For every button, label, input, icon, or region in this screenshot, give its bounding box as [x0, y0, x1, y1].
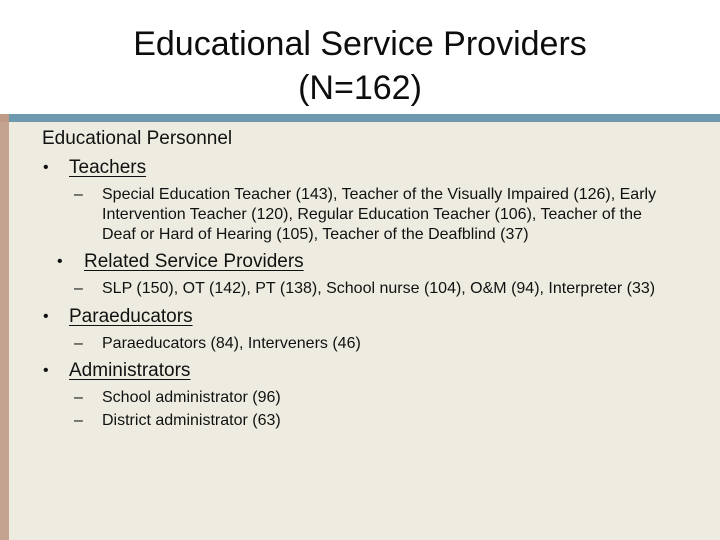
sub-item-text: Paraeducators (84), Interveners (46)	[102, 335, 361, 352]
sub-item-text: School administrator (96)	[102, 389, 281, 406]
sub-item-district-administrator	[42, 411, 682, 431]
bullet-administrators	[42, 359, 682, 383]
bullet-marker: •	[43, 159, 49, 176]
title-line-2: (N=162)	[298, 69, 422, 107]
sub-item-paraeducators	[42, 334, 682, 354]
bullet-label-paraeducators: Paraeducators	[69, 306, 193, 327]
dash-marker: –	[74, 280, 83, 297]
slide-title	[60, 22, 660, 110]
sub-item-text: District administrator (63)	[102, 412, 281, 429]
bullet-label-teachers: Teachers	[69, 157, 147, 178]
title-accent-corner	[0, 114, 9, 122]
title-line-1: Educational Service Providers	[133, 25, 587, 63]
sub-item-teachers	[42, 185, 662, 245]
sub-item-related-service-providers	[42, 279, 662, 299]
sub-item-school-administrator	[42, 388, 682, 408]
slide-body	[42, 127, 682, 431]
bullet-marker: •	[57, 253, 63, 270]
dash-marker: –	[74, 186, 83, 203]
dash-marker: –	[74, 335, 83, 352]
bullet-marker: •	[43, 362, 49, 379]
dash-marker: –	[74, 412, 83, 429]
sub-item-text: Special Education Teacher (143), Teacher of the Visually Impaired (126), Early Intervention Teacher (120), Regular Education Teacher (106), Teacher of the Deaf or Hard of Hearing (105), Teacher of the Deafblind (37)	[102, 186, 657, 243]
bullet-marker: •	[43, 308, 49, 325]
bullet-label-related-service-providers: Related Service Providers	[84, 251, 304, 272]
bullet-teachers	[42, 156, 682, 180]
section-heading: Educational Personnel	[42, 128, 233, 149]
bullet-paraeducators	[42, 305, 682, 329]
bullet-related-service-providers	[42, 250, 682, 274]
bullet-label-administrators: Administrators	[69, 360, 191, 381]
sub-item-text: SLP (150), OT (142), PT (138), School nurse (104), O&M (94), Interpreter (33)	[102, 280, 656, 297]
title-band	[0, 0, 720, 114]
title-accent-bar	[0, 114, 720, 122]
dash-marker: –	[74, 389, 83, 406]
